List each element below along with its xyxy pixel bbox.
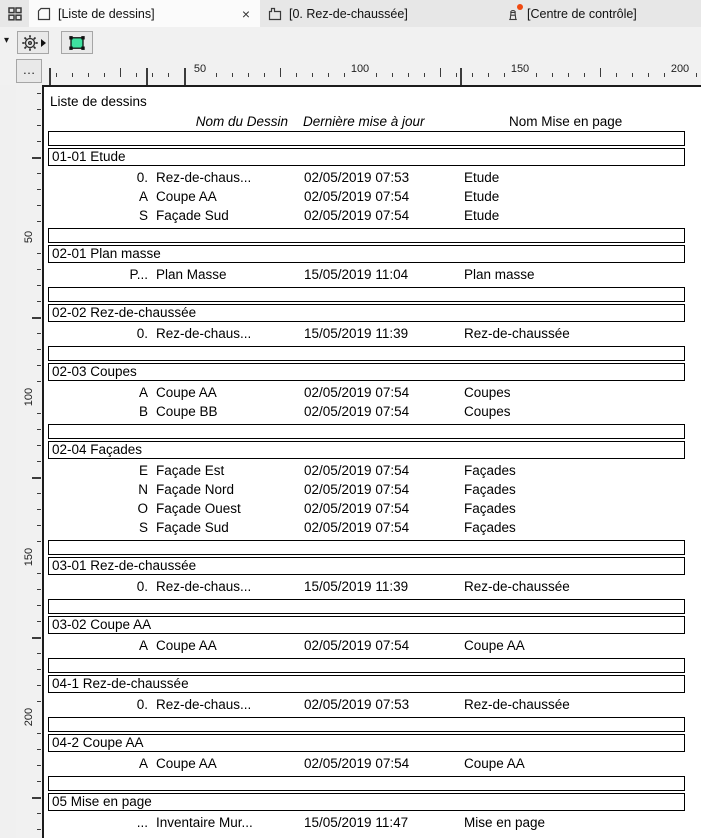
marquee-icon [68, 35, 86, 51]
group-gap-box [48, 228, 685, 243]
drawing-layout-name: Mise en page [464, 815, 546, 830]
horizontal-ruler[interactable]: … 50 100 150 200 [0, 56, 701, 85]
drawing-layout-name: Plan masse [464, 267, 535, 282]
drawing-updated: 02/05/2019 07:53 [304, 170, 410, 185]
drawing-id: ... [136, 815, 148, 830]
gear-icon [21, 34, 39, 52]
floor-plan-icon [267, 6, 283, 22]
drawing-group [48, 228, 685, 284]
drawing-row [48, 461, 685, 480]
close-tab-icon[interactable]: × [241, 5, 250, 22]
drawing-id: A [138, 385, 148, 400]
group-header [48, 304, 685, 322]
drawing-layout-name: Coupe AA [464, 638, 525, 653]
drawing-id: 0. [136, 697, 148, 712]
drawing-row [48, 402, 685, 421]
group-header [48, 148, 685, 166]
group-rows [48, 636, 685, 655]
tab-label: [Liste de dessins] [58, 6, 155, 21]
group-rows [48, 754, 685, 773]
vertical-ruler[interactable]: 50 100 150 200 [16, 85, 42, 838]
drawing-group [48, 540, 685, 596]
drawing-layout-name: Coupe AA [464, 756, 525, 771]
drawing-group [48, 424, 685, 537]
drawing-layout-name: Coupes [464, 404, 511, 419]
group-name: 03-02 Coupe AA [52, 617, 152, 632]
drawing-updated: 15/05/2019 11:39 [304, 579, 409, 594]
drawing-name: Coupe AA [156, 638, 217, 653]
drawing-row [48, 636, 685, 655]
tab-bar [0, 0, 701, 27]
group-gap-box [48, 131, 685, 146]
group-gap-box [48, 599, 685, 614]
quad-view-icon [8, 7, 22, 21]
drawing-group [48, 131, 685, 225]
drawing-id: 0. [136, 579, 148, 594]
group-gap-box [48, 776, 685, 791]
drawing-name: Rez-de-chaus... [156, 170, 252, 185]
group-name: 02-04 Façades [52, 442, 143, 457]
drawing-row [48, 265, 685, 284]
flyout-arrow-icon [41, 39, 46, 47]
group-gap-box [48, 717, 685, 732]
toolbar-overflow-arrow-icon[interactable]: ▾ [4, 35, 10, 46]
drawing-layout-name: Rez-de-chaussée [464, 579, 570, 594]
drawing-group [48, 287, 685, 343]
group-header [48, 734, 685, 752]
drawing-row [48, 499, 685, 518]
drawing-name: Façade Sud [156, 520, 229, 535]
drawing-id: A [138, 189, 148, 204]
group-gap-box [48, 346, 685, 361]
column-header-name: Nom du Dessin [195, 114, 288, 129]
column-header-updated: Dernière mise à jour [303, 114, 425, 129]
drawing-name: Rez-de-chaus... [156, 579, 252, 594]
group-rows [48, 461, 685, 537]
drawing-id: S [138, 208, 148, 223]
drawing-name: Façade Ouest [156, 501, 241, 516]
ruler-options-button[interactable]: … [16, 59, 42, 83]
drawing-name: Coupe AA [156, 189, 217, 204]
group-rows [48, 265, 685, 284]
drawing-id: S [138, 520, 148, 535]
group-name: 04-2 Coupe AA [52, 735, 144, 750]
notification-dot [517, 4, 523, 10]
tab-liste-de-dessins[interactable] [29, 0, 260, 27]
group-name: 02-03 Coupes [52, 364, 137, 379]
group-rows [48, 168, 685, 225]
tab-centre-de-controle[interactable] [497, 0, 701, 27]
group-rows [48, 695, 685, 714]
column-header-layout: Nom Mise en page [509, 114, 623, 129]
drawing-id: A [138, 638, 148, 653]
group-rows [48, 383, 685, 421]
drawing-list [48, 131, 685, 835]
drawing-layout-name: Etude [464, 189, 500, 204]
group-header [48, 793, 685, 811]
drawing-row [48, 324, 685, 343]
drawing-layout-name: Rez-de-chaussée [464, 697, 570, 712]
drawing-id: O [137, 501, 148, 516]
drawing-updated: 02/05/2019 07:54 [304, 463, 410, 478]
group-name: 03-01 Rez-de-chaussée [52, 558, 197, 573]
drawing-layout-name: Coupes [464, 385, 511, 400]
drawing-id: N [138, 482, 148, 497]
drawing-updated: 15/05/2019 11:04 [304, 267, 409, 282]
group-header [48, 363, 685, 381]
drawing-row [48, 518, 685, 537]
group-rows [48, 324, 685, 343]
drawing-row [48, 754, 685, 773]
drawing-name: Coupe AA [156, 756, 217, 771]
layout-sheet-icon [36, 6, 52, 22]
drawing-group [48, 658, 685, 714]
group-name: 01-01 Etude [52, 149, 126, 164]
drawing-name: Plan Masse [156, 267, 227, 282]
drawing-updated: 02/05/2019 07:54 [304, 638, 410, 653]
drawing-updated: 15/05/2019 11:47 [304, 815, 409, 830]
drawing-updated: 02/05/2019 07:54 [304, 189, 410, 204]
drawing-updated: 15/05/2019 11:39 [304, 326, 409, 341]
layout-canvas [0, 85, 701, 838]
group-gap-box [48, 424, 685, 439]
tab-rez-de-chaussee[interactable] [260, 0, 497, 27]
drawing-row [48, 577, 685, 596]
group-header [48, 245, 685, 263]
drawing-group [48, 776, 685, 832]
drawing-updated: 02/05/2019 07:54 [304, 520, 410, 535]
drawing-row [48, 695, 685, 714]
drawing-row [48, 206, 685, 225]
drawing-updated: 02/05/2019 07:54 [304, 404, 410, 419]
drawing-layout-name: Façades [464, 463, 516, 478]
group-name: 05 Mise en page [52, 794, 152, 809]
drawing-name: Inventaire Mur... [156, 815, 253, 830]
drawing-id: 0. [136, 326, 148, 341]
drawing-layout-name: Etude [464, 170, 500, 185]
group-gap-box [48, 540, 685, 555]
group-header [48, 675, 685, 693]
drawing-id: 0. [136, 170, 148, 185]
drawing-id: E [138, 463, 148, 478]
group-rows [48, 813, 685, 832]
tab-label: [0. Rez-de-chaussée] [289, 6, 408, 21]
group-header [48, 441, 685, 459]
drawing-row [48, 187, 685, 206]
drawing-list-title: Liste de dessins [50, 94, 147, 109]
group-rows [48, 577, 685, 596]
drawing-group [48, 346, 685, 421]
drawing-updated: 02/05/2019 07:54 [304, 756, 410, 771]
quad-view-button[interactable] [0, 0, 29, 27]
drawing-row [48, 480, 685, 499]
drawing-updated: 02/05/2019 07:54 [304, 385, 410, 400]
drawing-name: Coupe AA [156, 385, 217, 400]
drawing-layout-name: Rez-de-chaussée [464, 326, 570, 341]
drawing-row [48, 813, 685, 832]
drawing-updated: 02/05/2019 07:54 [304, 482, 410, 497]
drawing-row [48, 168, 685, 187]
drawing-group [48, 717, 685, 773]
drawing-id: P... [129, 267, 148, 282]
drawing-row [48, 383, 685, 402]
drawing-name: Rez-de-chaus... [156, 697, 252, 712]
drawing-name: Rez-de-chaus... [156, 326, 252, 341]
drawing-group [48, 599, 685, 655]
drawing-id: B [138, 404, 148, 419]
layout-paper[interactable] [42, 85, 701, 838]
drawing-layout-name: Façades [464, 501, 516, 516]
drawing-updated: 02/05/2019 07:53 [304, 697, 410, 712]
toolbar [0, 27, 701, 56]
drawing-layout-name: Façades [464, 482, 516, 497]
drawing-name: Façade Sud [156, 208, 229, 223]
group-name: 02-02 Rez-de-chaussée [52, 305, 197, 320]
drawing-name: Façade Est [156, 463, 225, 478]
drawing-name: Façade Nord [156, 482, 235, 497]
tab-label: [Centre de contrôle] [527, 6, 637, 21]
group-header [48, 557, 685, 575]
group-name: 04-1 Rez-de-chaussée [52, 676, 189, 691]
control-tower-icon [504, 6, 521, 22]
drawing-updated: 02/05/2019 07:54 [304, 208, 410, 223]
drawing-layout-name: Etude [464, 208, 500, 223]
marquee-button[interactable] [61, 31, 93, 54]
group-header [48, 616, 685, 634]
settings-button[interactable] [17, 31, 49, 54]
group-name: 02-01 Plan masse [52, 246, 161, 261]
group-gap-box [48, 287, 685, 302]
group-gap-box [48, 658, 685, 673]
drawing-id: A [138, 756, 148, 771]
drawing-name: Coupe BB [156, 404, 218, 419]
drawing-updated: 02/05/2019 07:54 [304, 501, 410, 516]
drawing-layout-name: Façades [464, 520, 516, 535]
